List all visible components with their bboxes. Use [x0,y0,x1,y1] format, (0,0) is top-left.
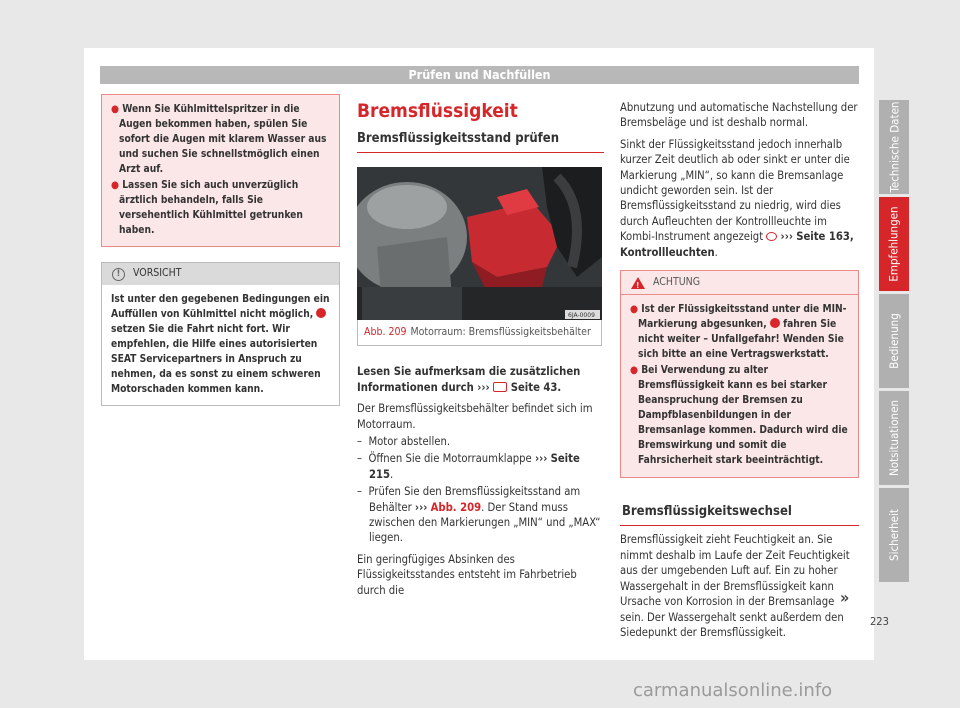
warning-item-text: Lassen Sie sich auch unverzüglich ärztlich behandeln, falls Sie versehentlich Kühlmittel getrunken haben. [119,180,303,236]
page-number: 223 [870,615,889,628]
step-text: Motor abstellen. [368,435,451,449]
page-header-title: Prüfen und Nachfüllen [408,67,551,82]
figure-caption [357,320,602,346]
warning-label: ACHTUNG [653,275,701,288]
tab-label: Technische Daten [887,101,901,193]
section-title: Bremsflüssigkeit [357,100,518,122]
list-item: – Prüfen Sie den Bremsflüssigkeitsstand am Behälter ››› Abb. 209. Der Stand muss zwischen den Markierungen „MIN“ und „MAX“ liegen. [357,485,601,545]
warning-item: ● Ist der Flüssigkeitsstand unter die MIN-Markierung abgesunken, fahren Sie nicht weiter – Unfallgefahr! Wenden Sie sich bitte an eine Vertragswerkstatt. [630,304,847,361]
warning-body [621,295,858,477]
paragraph: Der Bremsflüssigkeitsbehälter befindet sich im Motorraum. [357,402,593,431]
notice-header [102,263,339,285]
watermark: carmanualsonline.info [633,680,833,701]
paragraph: Abnutzung und automatische Nachstellung der Bremsbeläge und ist deshalb normal. [620,101,858,130]
brake-fluid-reservoir-image [357,167,602,320]
tab-empfehlungen[interactable] [879,197,909,291]
notice-body [102,285,339,405]
intro-paragraph: Lesen Sie aufmerksam die zusätzlichen Informationen durch ››› Seite 43. [357,365,581,394]
warning-item: ● Lassen Sie sich auch unverzüglich ärztlich behandeln, falls Sie versehentlich Kühlmittel getrunken haben. [111,180,303,236]
tab-label: Notsituationen [887,399,901,477]
column-left [101,94,340,406]
warning-item: ● Wenn Sie Kühlmittelspritzer in die Augen bekommen haben, spülen Sie sofort die Augen mit klarem Wasser aus und suchen Sie schnellstmöglich einen Arzt auf. [111,104,327,175]
warning-text-cont: fahren Sie nicht weiter – Unfallgefahr! Wenden Sie sich bitte an eine Vertragswerkstatt. [638,319,844,361]
paragraph: Sinkt der Flüssigkeitsstand jedoch innerhalb kurzer Zeit deutlich ab oder sinkt er unter die Markierung „MIN“, so kann die Bremsanlage undicht geworden sein. Ist der Bremsflüssigkeitsstand zu niedrig, wird dies durch Aufleuchten der Kontrollleuchte im Kombi-Instrument angezeigt ››› Seite 163, Kontrollleuchten. [620,137,854,259]
column-middle [357,100,604,598]
continue-mark: » [840,588,850,607]
tab-technische-daten[interactable] [879,100,909,194]
paragraph: Ein geringfügiges Absinken des Flüssigkeitsstandes entsteht im Fahrbetrieb durch die [357,552,577,597]
step-text-cont: . Der Stand muss zwischen den Markierungen „MIN“ und „MAX“ liegen. [369,500,601,545]
warning-text: Bei Verwendung zu alter Bremsflüssigkeit kann es bei starker Beanspruchung der Bremsen zu Dampfblasenbildungen in der Bremsanlage kommen. Dadurch wird die Bremswirkung und somit die Fahrsicherheit stark beeinträchtigt. [638,365,848,467]
brake-warning-icon [766,232,777,241]
warning-item-text: Wenn Sie Kühlmittelspritzer in die Augen bekommen haben, spülen Sie sofort die Augen mit klarem Wasser aus und suchen Sie schnellstmöglich einen Arzt auf. [119,104,327,175]
warning-triangle-icon [631,277,645,289]
page-ref[interactable]: Seite 163, Kontrollleuchten [620,230,854,259]
notice-text-1: Ist unter den gegebenen Bedingungen ein Auffüllen von Kühlmittel nicht möglich, [111,294,330,320]
engine-bay-photo [357,167,602,320]
figure-caption-text: Motorraum: Bremsflüssigkeitsbehälter [410,326,591,339]
step-text: Öffnen Sie die Motorraumklappe [368,452,532,466]
tab-label: Bedienung [887,313,901,369]
paragraph-text: Sinkt der Flüssigkeitsstand jedoch innerhalb kurzer Zeit deutlich ab oder sinkt er unter die Markierung „MIN“, so kann die Bremsanlage undicht geworden sein. Ist der Bremsflüssigkeitsstand zu niedrig, wird dies durch Aufleuchten der Kontrollleuchte im Kombi-Instrument angezeigt [620,137,850,244]
coolant-warning-icon [316,308,326,318]
warning-header [621,271,858,295]
list-item: – Motor abstellen. [357,435,451,449]
column-right [620,100,859,640]
step-text: Prüfen Sie den Bremsflüssigkeitsstand am Behälter [368,485,581,514]
tab-bedienung[interactable] [879,294,909,388]
brake-stop-icon [770,318,780,328]
warning-item: ● Bei Verwendung zu alter Bremsflüssigkeit kann es bei starker Beanspruchung der Bremsen zu Dampfblasenbildungen in der Bremsanlage kommen. Dadurch wird die Bremswirkung und somit die Fahrsicherheit stark beeinträchtigt. [630,365,848,467]
tab-label: Sicherheit [887,509,901,561]
figure-label: Abb. 209 [364,326,407,339]
tab-label: Empfehlungen [887,206,901,282]
list-item: – Öffnen Sie die Motorraumklappe ››› Seite 215. [357,452,580,481]
step-page-ref[interactable]: Seite 215 [369,452,580,481]
photo-code: 6JA-0009 [568,312,595,320]
tab-sicherheit[interactable] [879,488,909,582]
notice-box [101,262,340,406]
step-figure-ref[interactable]: Abb. 209 [430,500,482,514]
subsection-title: Bremsflüssigkeitswechsel [620,504,859,526]
notice-label: VORSICHT [133,267,182,280]
warning-text: Ist der Flüssigkeitsstand unter die MIN-Markierung abgesunken, [638,304,847,331]
notice-text-2: setzen Sie die Fahrt nicht fort. Wir empfehlen, die Hilfe eines autorisierten SEAT Servicepartners in Anspruch zu nehmen, da es sonst zu einem schweren Motorschaden kommen kann. [111,324,321,395]
tab-notsituationen[interactable] [879,391,909,485]
subsection-title: Bremsflüssigkeitsstand prüfen [357,131,604,153]
info-icon: ! [112,268,125,281]
book-icon [493,382,507,392]
warning-box-achtung [620,270,859,478]
intro-page-ref[interactable]: Seite 43 [510,380,558,394]
paragraph: Bremsflüssigkeit zieht Feuchtigkeit an. Sie nimmt deshalb im Laufe der Zeit Feuchtigkeit aus der umgebenden Luft auf. Ein zu hoher Wassergehalt in der Bremsflüssigkeit kann Ursache von Korrosion in der Bremsanlage sein. Der Wassergehalt senkt außerdem den Siedepunkt der Bremsflüssigkeit. [620,533,850,639]
intro-text: Lesen Sie aufmerksam die zusätzlichen Informationen durch [357,365,581,394]
warning-box-coolant [101,94,340,247]
